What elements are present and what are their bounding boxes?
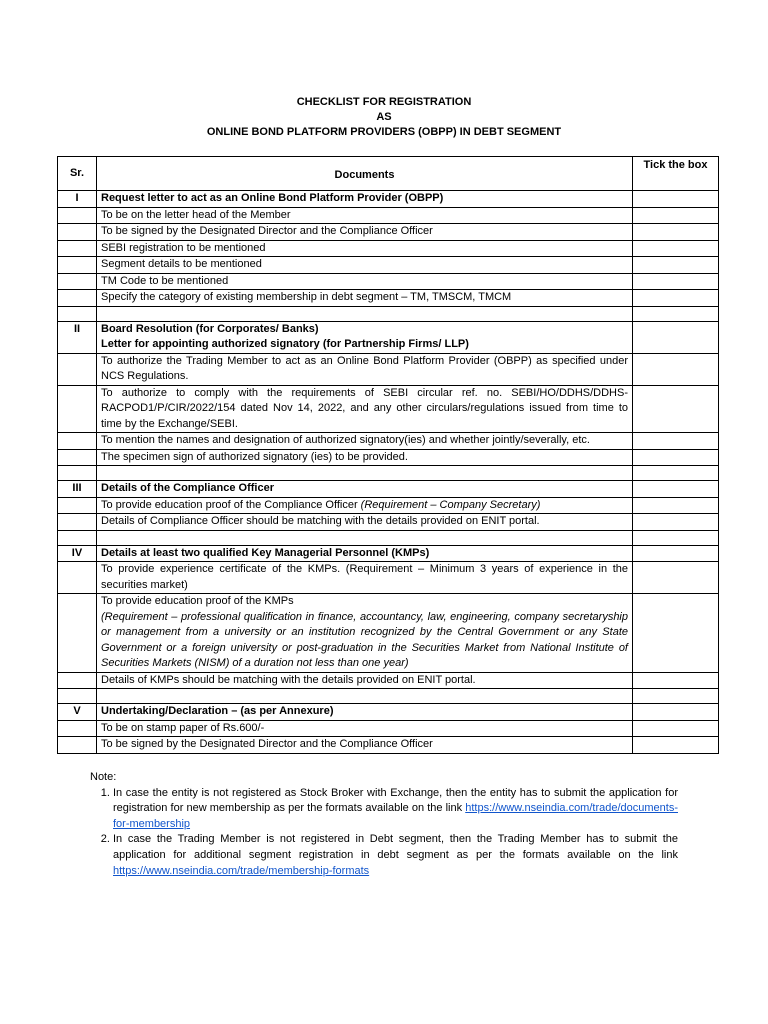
checklist-item: To authorize the Trading Member to act as an Online Bond Platform Provider (OBPP) as specified under NCS Regulations.	[97, 353, 633, 385]
tick-box[interactable]	[633, 240, 719, 257]
note-list	[90, 786, 678, 880]
note-item	[113, 786, 678, 833]
tick-box[interactable]	[633, 594, 719, 673]
tick-box[interactable]	[633, 562, 719, 594]
tick-box[interactable]	[633, 497, 719, 514]
checklist-item: To mention the names and designation of authorized signatory(ies) and whether jointly/severally, etc.	[97, 433, 633, 450]
table-row	[58, 385, 719, 433]
section-heading: Undertaking/Declaration – (as per Annexure)	[97, 704, 633, 721]
tick-box[interactable]	[633, 257, 719, 274]
checklist-item: To be signed by the Designated Director and the Compliance Officer	[97, 737, 633, 754]
tick-box[interactable]	[633, 481, 719, 498]
tick-box[interactable]	[633, 385, 719, 433]
tick-box[interactable]	[633, 321, 719, 353]
tick-box[interactable]	[633, 290, 719, 307]
checklist-item: To be on stamp paper of Rs.600/-	[97, 720, 633, 737]
table-row	[58, 672, 719, 689]
header-sr: Sr.	[58, 157, 97, 191]
checklist-item: Details of KMPs should be matching with the details provided on ENIT portal.	[97, 672, 633, 689]
section-heading: Details at least two qualified Key Managerial Personnel (KMPs)	[97, 545, 633, 562]
header-tick-box: Tick the box	[633, 157, 719, 191]
checklist-item: To be on the letter head of the Member	[97, 207, 633, 224]
title-line-2: AS	[376, 111, 392, 123]
notes-section	[90, 770, 678, 879]
table-header-row	[58, 157, 719, 191]
requirement-note: (Requirement – professional qualification in finance, accountancy, law, engineering, company secretaryship or management from a university or an institution recognized by the Central Government or any State Government or a foreign university or post-graduation in the Securities Market from National Institute of Securities Markets (NISM) of a duration not less than one year)	[101, 610, 628, 669]
tick-box[interactable]	[633, 224, 719, 241]
membership-formats-link[interactable]: https://www.nseindia.com/trade/membership-formats	[113, 864, 370, 877]
tick-box[interactable]	[633, 449, 719, 466]
table-row	[58, 240, 719, 257]
table-row	[58, 514, 719, 531]
requirement-note: (Requirement – Company Secretary)	[360, 498, 541, 511]
table-row	[58, 562, 719, 594]
section-number: III	[58, 481, 97, 498]
table-row	[58, 433, 719, 450]
table-row	[58, 207, 719, 224]
note-text: In case the Trading Member is not registered in Debt segment, then the Trading Member has to submit the application for additional segment registration in debt segment as per the formats available on the link	[113, 833, 678, 861]
table-row	[58, 720, 719, 737]
tick-box[interactable]	[633, 191, 719, 208]
section-iv-row	[58, 545, 719, 562]
section-i-row	[58, 191, 719, 208]
checklist-item-text: To provide education proof of the KMPs	[101, 595, 294, 607]
checklist-item: SEBI registration to be mentioned	[97, 240, 633, 257]
checklist-item: To authorize to comply with the requirements of SEBI circular ref. no. SEBI/HO/DDHS/DDHS-RACPOD1/P/CIR/2022/154 dated Nov 14, 2022, and any other circulars/regulations issued from time to time by the Exchange/SEBI.	[97, 385, 633, 433]
checklist-item-text: To provide education proof of the Compliance Officer	[101, 498, 361, 511]
tick-box[interactable]	[633, 514, 719, 531]
checklist-item: Specify the category of existing membership in debt segment – TM, TMSCM, TMCM	[97, 290, 633, 307]
tick-box[interactable]	[633, 720, 719, 737]
table-row	[58, 497, 719, 514]
tick-box[interactable]	[633, 273, 719, 290]
tick-box[interactable]	[633, 433, 719, 450]
tick-box[interactable]	[633, 353, 719, 385]
membership-documents-link[interactable]: https://www.nseindia.com/trade/documents-for-membership	[113, 802, 678, 830]
note-text: In case the entity is not registered as Stock Broker with Exchange, then the entity has to submit the application for registration for new membership as per the formats available on the link	[113, 786, 678, 815]
document-title	[0, 95, 768, 140]
tick-box[interactable]	[633, 672, 719, 689]
table-row	[58, 224, 719, 241]
checklist-item: Details of Compliance Officer should be matching with the details provided on ENIT portal.	[97, 514, 633, 531]
table-row	[58, 594, 719, 673]
tick-box[interactable]	[633, 737, 719, 754]
checklist-item	[97, 594, 633, 673]
checklist-item: To be signed by the Designated Director and the Compliance Officer	[97, 224, 633, 241]
spacer-row	[58, 530, 719, 545]
section-heading-line: Letter for appointing authorized signatory (for Partnership Firms/ LLP)	[101, 338, 469, 350]
checklist-item: To provide experience certificate of the KMPs. (Requirement – Minimum 3 years of experience in the securities market)	[97, 562, 633, 594]
spacer-row	[58, 306, 719, 321]
section-heading-line: Board Resolution (for Corporates/ Banks)	[101, 322, 319, 335]
checklist-table	[57, 156, 719, 754]
section-heading	[97, 321, 633, 353]
table-row	[58, 257, 719, 274]
checklist-item: Segment details to be mentioned	[97, 257, 633, 274]
section-number: I	[58, 191, 97, 208]
tick-box[interactable]	[633, 704, 719, 721]
table-row	[58, 353, 719, 385]
section-v-row	[58, 704, 719, 721]
section-number: IV	[58, 545, 97, 562]
section-heading: Request letter to act as an Online Bond Platform Provider (OBPP)	[97, 191, 633, 208]
title-line-3: ONLINE BOND PLATFORM PROVIDERS (OBPP) IN DEBT SEGMENT	[206, 126, 562, 138]
header-documents: Documents	[97, 157, 633, 191]
table-row	[58, 737, 719, 754]
tick-box[interactable]	[633, 545, 719, 562]
section-ii-row	[58, 321, 719, 353]
section-heading: Details of the Compliance Officer	[97, 481, 633, 498]
checklist-item: The specimen sign of authorized signatory (ies) to be provided.	[97, 449, 633, 466]
section-iii-row	[58, 481, 719, 498]
title-line-1: CHECKLIST FOR REGISTRATION	[296, 96, 472, 108]
tick-box[interactable]	[633, 207, 719, 224]
table-row	[58, 449, 719, 466]
note-item	[113, 832, 678, 879]
note-label: Note:	[90, 771, 117, 783]
table-row	[58, 290, 719, 307]
section-number: II	[58, 321, 97, 353]
section-number: V	[58, 704, 97, 721]
checklist-item: TM Code to be mentioned	[97, 273, 633, 290]
checklist-item	[97, 497, 633, 514]
table-row	[58, 273, 719, 290]
spacer-row	[58, 466, 719, 481]
spacer-row	[58, 689, 719, 704]
